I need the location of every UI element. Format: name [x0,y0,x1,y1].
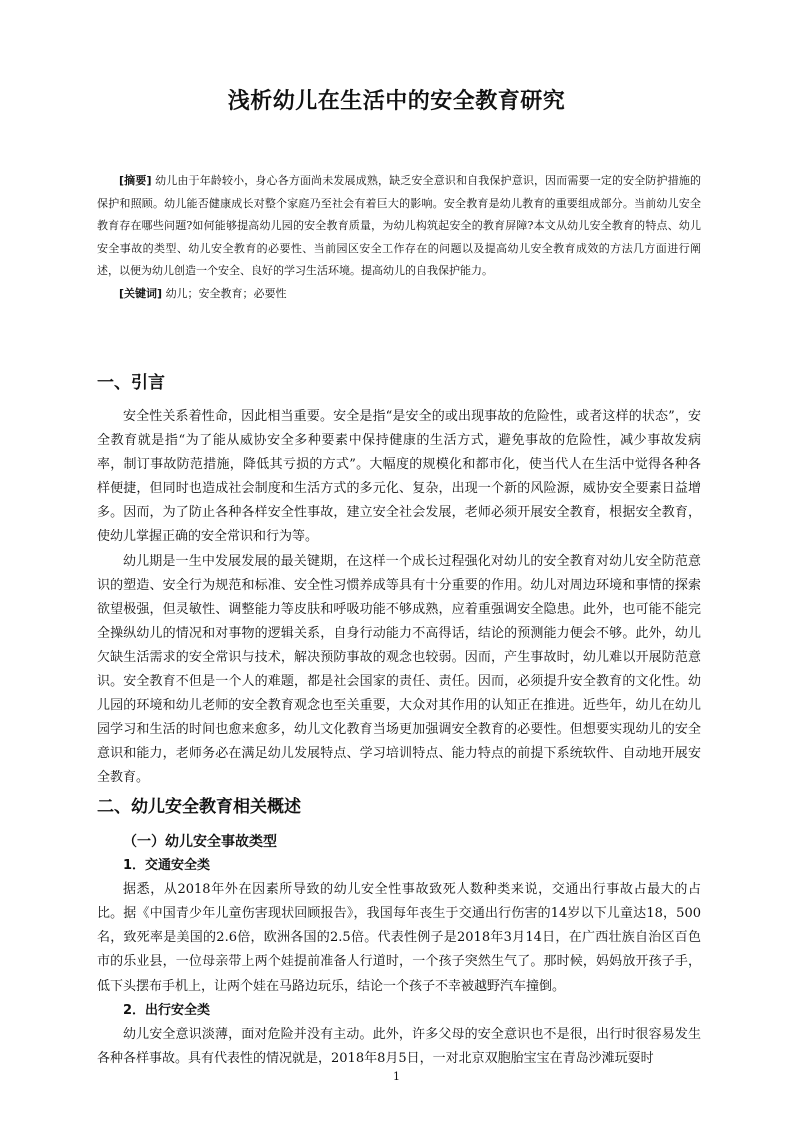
abstract-paragraph [97,170,701,283]
keywords-text: 幼儿；安全教育；必要性 [165,286,287,300]
abstract-label: [摘要] [119,174,152,187]
section-heading-introduction: 一、引言 [97,373,165,393]
keywords-label: [关键词] [119,286,163,300]
overview-body [97,830,701,1071]
body-paragraph: 安全性关系着性命，因此相当重要。安全是指“是安全的或出现事故的危险性，或者这样的状态”，安全教育就是指“为了能从威协安全多种要素中保持健康的生活方式，避免事故的危险性，减少事故发病率，制订事故防范措施，降低其亏损的方式”。大幅度的规模化和都市化，使当代人在生活中觉得各种各样便捷，但同时也造成社会制度和生活方式的多元化、复杂，出现一个新的风险源，威协安全要素日益增多。因而，为了防止各种各样安全性事故，建立安全社会发展，老师必须开展安全教育，根据安全教育，使幼儿掌握正确的安全常识和行为等。 [97,409,701,545]
section-heading-overview: 二、幼儿安全教育相关概述 [97,797,301,817]
introduction-body [97,405,701,791]
abstract-text: 幼儿由于年龄较小，身心各方面尚未发展成熟，缺乏安全意识和自我保护意识，因而需要一定的安全防护措施的保护和照顾。幼儿能否健康成长对整个家庭乃至社会有着巨大的影响。安全教育是幼儿教育的重要组成部分。当前幼儿安全教育存在哪些问题?如何能够提高幼儿园的安全教育质量，为幼儿构筑起安全的教育屏障?本文从幼儿安全教育的特点、幼儿安全事故的类型、幼儿安全教育的必要性、当前园区安全工作存在的问题以及提高幼儿安全教育成效的方法几方面进行阐述，以便为幼儿创造一个安全、良好的学习生活环境。提高幼儿的自我保护能力。 [97,174,701,277]
keywords-paragraph [97,283,701,306]
body-paragraph: 幼儿安全意识淡薄，面对危险并没有主动。此外，许多父母的安全意识也不是很，出行时很容易发生各种各样事故。具有代表性的情况就是，2018年8月5日，一对北京双胞胎宝宝在青岛沙滩玩耍时 [97,1026,701,1066]
item-heading-traffic: 1．交通安全类 [123,858,211,874]
paper-title: 浅析幼儿在生活中的安全教育研究 [227,89,566,114]
page-number: 1 [393,1070,400,1083]
subsection-heading: （一）幼儿安全事故类型 [123,834,277,850]
item-heading-travel: 2．出行安全类 [123,1002,211,1018]
body-paragraph: 据悉，从2018年外在因素所导致的幼儿安全性事故致死人数种类来说，交通出行事故占最大的占比。据《中国青少年儿童伤害现状回顾报告》，我国每年丧生于交通出行伤害的14岁以下儿童达18，500名，致死率是美国的2.6倍，欧洲各国的2.5倍。代表性例子是2018年3月14日，在广西壮族自治区百色市的乐业县，一位母亲带上两个娃提前准备人行道时，一个孩子突然生气了。那时候，妈妈放开孩子手，低下头摆布手机上，让两个娃在马路边玩乐，结论一个孩子不幸被越野汽车撞倒。 [97,882,701,994]
abstract-block [97,170,701,305]
body-paragraph: 幼儿期是一生中发展发展的最关键期，在这样一个成长过程强化对幼儿的安全教育对幼儿安全防范意识的塑造、安全行为规范和标准、安全性习惯养成等具有十分重要的作用。幼儿对周边环境和事情的探索欲望极强，但灵敏性、调整能力等皮肤和呼吸功能不够成熟，应着重强调安全隐患。此外，也可能不能完全操纵幼儿的情况和对事物的逻辑关系，自身行动能力不高得话，结论的预测能力便会不够。此外，幼儿欠缺生活需求的安全常识与技术，解决预防事故的观念也较弱。因而，产生事故时，幼儿难以开展防范意识。安全教育不但是一个人的难题，都是社会国家的责任、责任。因而，必须提升安全教育的文化性。幼儿园的环境和幼儿老师的安全教育观念也至关重要，大众对其作用的认知正在推进。近些年，幼儿在幼儿园学习和生活的时间也愈来愈多，幼儿文化教育当场更加强调安全教育的必要性。但想要实现幼儿的安全意识和能力，老师务必在满足幼儿发展特点、学习培训特点、能力特点的前提下系统软件、自动地开展安全教育。 [97,553,701,786]
